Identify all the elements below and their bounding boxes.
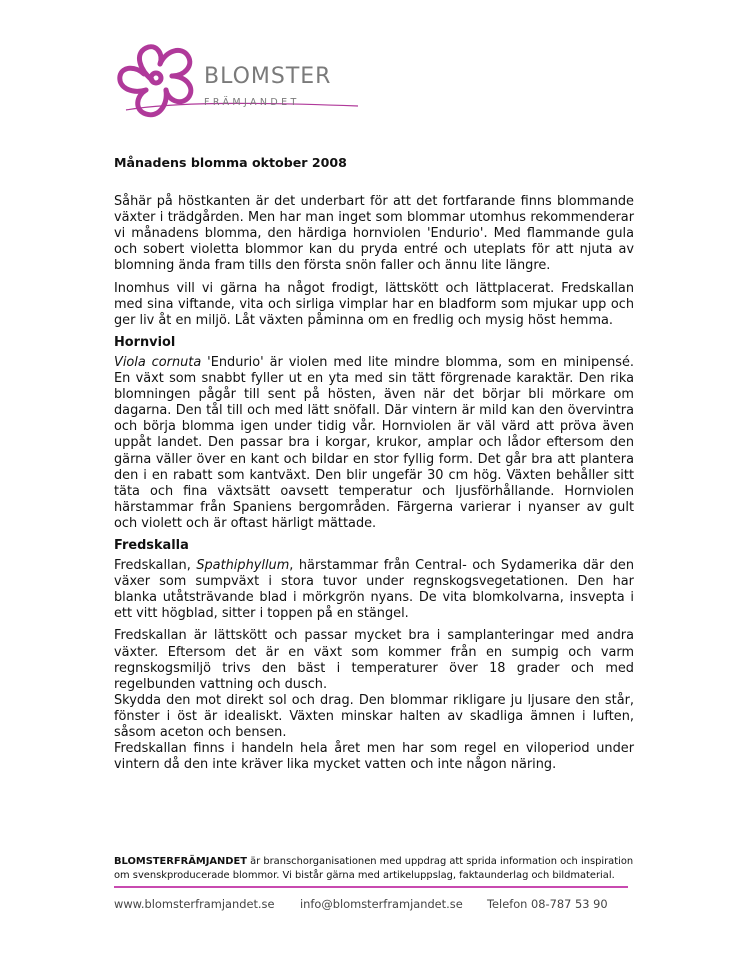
logo [112, 40, 372, 132]
fredskalla-paragraph-3: Skydda den mot direkt sol och drag. Den blommar rikligare ju ljusare den står, fönster i öst är idealiskt. Växten minskar halten av skadliga ämnen i luften, såsom aceton och bensen. [114, 692, 634, 740]
hornviol-heading: Hornviol [114, 334, 176, 350]
logo-name: BLOMSTER [204, 64, 332, 89]
footer-divider [114, 886, 628, 888]
hornviol-paragraph [114, 355, 634, 532]
intro-paragraph-1: Såhär på höstkanten är det underbart för att det fortfarande finns blommande växter i trädgården. Men har man inget som blommar utomhus rekommenderar vi månadens blomma, den härdiga hornviolen 'Endurio'. Med flammande gula och sobert violetta blommor kan du pryda entré och uteplats för att njuta av blomning ända fram tills den första snön faller och ännu lite längre. [114, 194, 634, 274]
footer-org-text: är branschorganisationen med uppdrag att sprida information och inspiration om svenskproducerade blommor. Vi bistår gärna med artikeluppslag, faktaunderlag och bildmaterial. [114, 856, 634, 881]
fredskalla-heading: Fredskalla [114, 537, 189, 553]
footer-description [114, 855, 634, 882]
fredskalla-paragraph-1 [114, 558, 634, 622]
footer-email-link[interactable]: info@blomsterframjandet.se [300, 897, 463, 911]
fredskalla-p1-before: Fredskallan, [114, 558, 197, 574]
footer-website-link[interactable]: www.blomsterframjandet.se [114, 897, 275, 911]
fredskalla-paragraph-4: Fredskallan finns i handeln hela året men har som regel en viloperiod under vintern då den inte kräver lika mycket vatten och inte någon näring. [114, 741, 634, 773]
article [114, 155, 634, 779]
footer-org-name: BLOMSTERFRÄMJANDET [114, 856, 247, 867]
fredskalla-paragraph-2: Fredskallan är lättskött och passar mycket bra i samplanteringar med andra växter. Eftersom det är en växt som kommer från en sumpig och varm regnskogsmiljö trivs den bäst i temperaturer över 18 grader och med regelbunden vattning och dusch. [114, 628, 634, 692]
fredskalla-p1-after: , härstammar från Central- och Sydamerika där den växer som sumpväxt i stora tuvor under regnskogsvegetationen. Den har blanka utåtsträvande blad i mörkgrön nyans. De vita blomkolvarna, insvepta i ett vitt högblad, sitter i toppen på en stängel. [114, 558, 634, 622]
article-title: Månadens blomma oktober 2008 [114, 155, 347, 170]
hornviol-text: 'Endurio' är violen med lite mindre blomma, som en minipensé. En växt som snabbt fyller ut en yta med sin tätt förgrenade karaktär. Den rika blomningen pågår till sent på hösten, även när det börjar bli mörkare om dagarna. Den tål till och med lätt snöfall. Där vintern är mild kan den övervintra och börja blomma igen under tidig vår. Hornviolen är väl värd att pröva även uppåt landet. Den passar bra i korgar, krukor, amplar och lådor eftersom den gärna väller över en kant och bildar en stor fyllig form. Det går bra att plantera den i en rabatt som kantväxt. Den blir ungefär 30 cm hög. Växten behåller sitt täta och fina växtsätt oavsett temperatur och ljusförhållande. Hornviolen härstammar från Spaniens bergområden. Färgerna varierar i nyanser av gult och violett och är oftast härligt mättade. [114, 354, 635, 531]
logo-subname: FRÄMJANDET [204, 97, 300, 108]
hornviol-latin-name: Viola cornuta [114, 354, 202, 370]
intro-paragraph-2: Inomhus vill vi gärna ha något frodigt, lättskött och lättplacerat. Fredskallan med sina viftande, vita och sirliga vimplar har en bladform som mjukar upp och ger liv åt en miljö. Låt växten påminna om en fredlig och mysig höst hemma. [114, 280, 634, 328]
footer-phone: Telefon 08-787 53 90 [487, 897, 608, 911]
fredskalla-latin-name: Spathiphyllum [196, 558, 290, 574]
